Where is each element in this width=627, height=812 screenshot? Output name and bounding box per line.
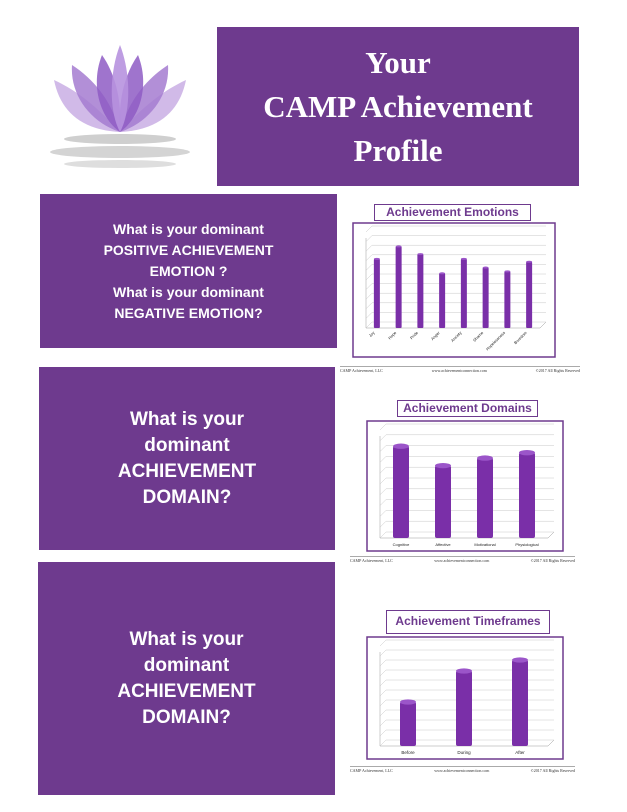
tick-label: Hopelessness (484, 330, 507, 352)
title-line-1: Your (365, 44, 431, 80)
tick-label: Affective (435, 542, 451, 547)
bar (439, 273, 445, 328)
question-line: What is your dominant (113, 220, 264, 237)
timeframes-chart (366, 636, 564, 760)
tick-label: After (515, 750, 525, 755)
bar-cap (396, 245, 402, 247)
question-line: POSITIVE ACHIEVEMENT (103, 241, 274, 258)
footer-right: ©2017 All Rights Reserved (530, 768, 575, 773)
bar-cap (519, 450, 535, 455)
footer-center: www.achievementconnection.com (431, 368, 487, 373)
question-timeframes (38, 562, 335, 795)
question-emotions (40, 194, 337, 348)
question-line: What is your dominant (113, 283, 264, 300)
bar (519, 453, 535, 538)
chart-footer (350, 556, 575, 563)
question-line: NEGATIVE EMOTION? (114, 304, 263, 321)
tick-label: Motivational (474, 542, 496, 547)
page-title (217, 27, 579, 186)
bar-cap (417, 253, 423, 255)
chart-title-timeframes: Achievement Timeframes (386, 610, 550, 634)
tick-label: Pride (408, 330, 420, 341)
tick-label: Boredom (512, 330, 528, 346)
bar (512, 660, 528, 746)
bar-cap (400, 699, 416, 704)
tick-label: Shame (471, 330, 485, 343)
lotus-logo-icon (40, 40, 200, 170)
emotions-chart (352, 222, 556, 358)
bar-cap (526, 261, 532, 263)
bar (456, 671, 472, 746)
chart-footer (350, 766, 575, 773)
footer-center: www.achievementconnection.com (434, 768, 490, 773)
bar (417, 254, 423, 328)
tick-label: Joy (367, 330, 376, 339)
tick-label: Cognitive (392, 542, 410, 547)
tick-label: Physiological (515, 542, 539, 547)
tick-label: Anger (429, 330, 441, 342)
question-domains (39, 367, 335, 550)
footer-center: www.achievementconnection.com (434, 558, 490, 563)
chart-footer (340, 366, 580, 373)
chart-title-domains: Achievement Domains (397, 400, 538, 417)
question-line: ACHIEVEMENT (117, 460, 257, 482)
bar (483, 268, 489, 328)
footer-right: ©2017 All Rights Reserved (535, 368, 580, 373)
bar-cap (512, 657, 528, 662)
chart-title-emotions: Achievement Emotions (374, 204, 531, 221)
bar (461, 259, 467, 328)
domains-chart (366, 420, 564, 552)
question-line: ACHIEVEMENT (117, 680, 256, 702)
tick-label: Hope (387, 330, 398, 341)
bar (504, 271, 510, 328)
question-line: EMOTION ? (149, 262, 228, 279)
tick-label: During (457, 750, 471, 755)
bar-cap (477, 455, 493, 460)
question-line: What is your (129, 408, 244, 430)
footer-left: CAMP Achievement, LLC (340, 368, 383, 373)
bar (393, 446, 409, 538)
question-line: What is your (129, 628, 244, 650)
bar (396, 246, 402, 328)
question-line: dominant (143, 654, 230, 676)
footer-left: CAMP Achievement, LLC (350, 768, 393, 773)
question-line: DOMAIN? (142, 486, 232, 508)
bar-cap (435, 463, 451, 468)
question-line: DOMAIN? (142, 706, 231, 728)
bar (526, 262, 532, 328)
bar-cap (374, 258, 380, 260)
question-line: dominant (144, 434, 230, 456)
bar-cap (393, 444, 409, 449)
bar-cap (461, 258, 467, 260)
bar (400, 702, 416, 746)
tick-label: Before (401, 750, 415, 755)
footer-right: ©2017 All Rights Reserved (530, 558, 575, 563)
bar-cap (456, 668, 472, 673)
tick-label: Anxiety (449, 330, 463, 343)
footer-left: CAMP Achievement, LLC (350, 558, 393, 563)
bar (435, 466, 451, 538)
bar (374, 259, 380, 328)
bar-cap (504, 270, 510, 272)
bar-cap (439, 272, 445, 274)
title-line-3: Profile (353, 132, 443, 168)
bar-cap (483, 267, 489, 269)
title-line-2: CAMP Achievement (263, 88, 533, 124)
bar (477, 458, 493, 538)
